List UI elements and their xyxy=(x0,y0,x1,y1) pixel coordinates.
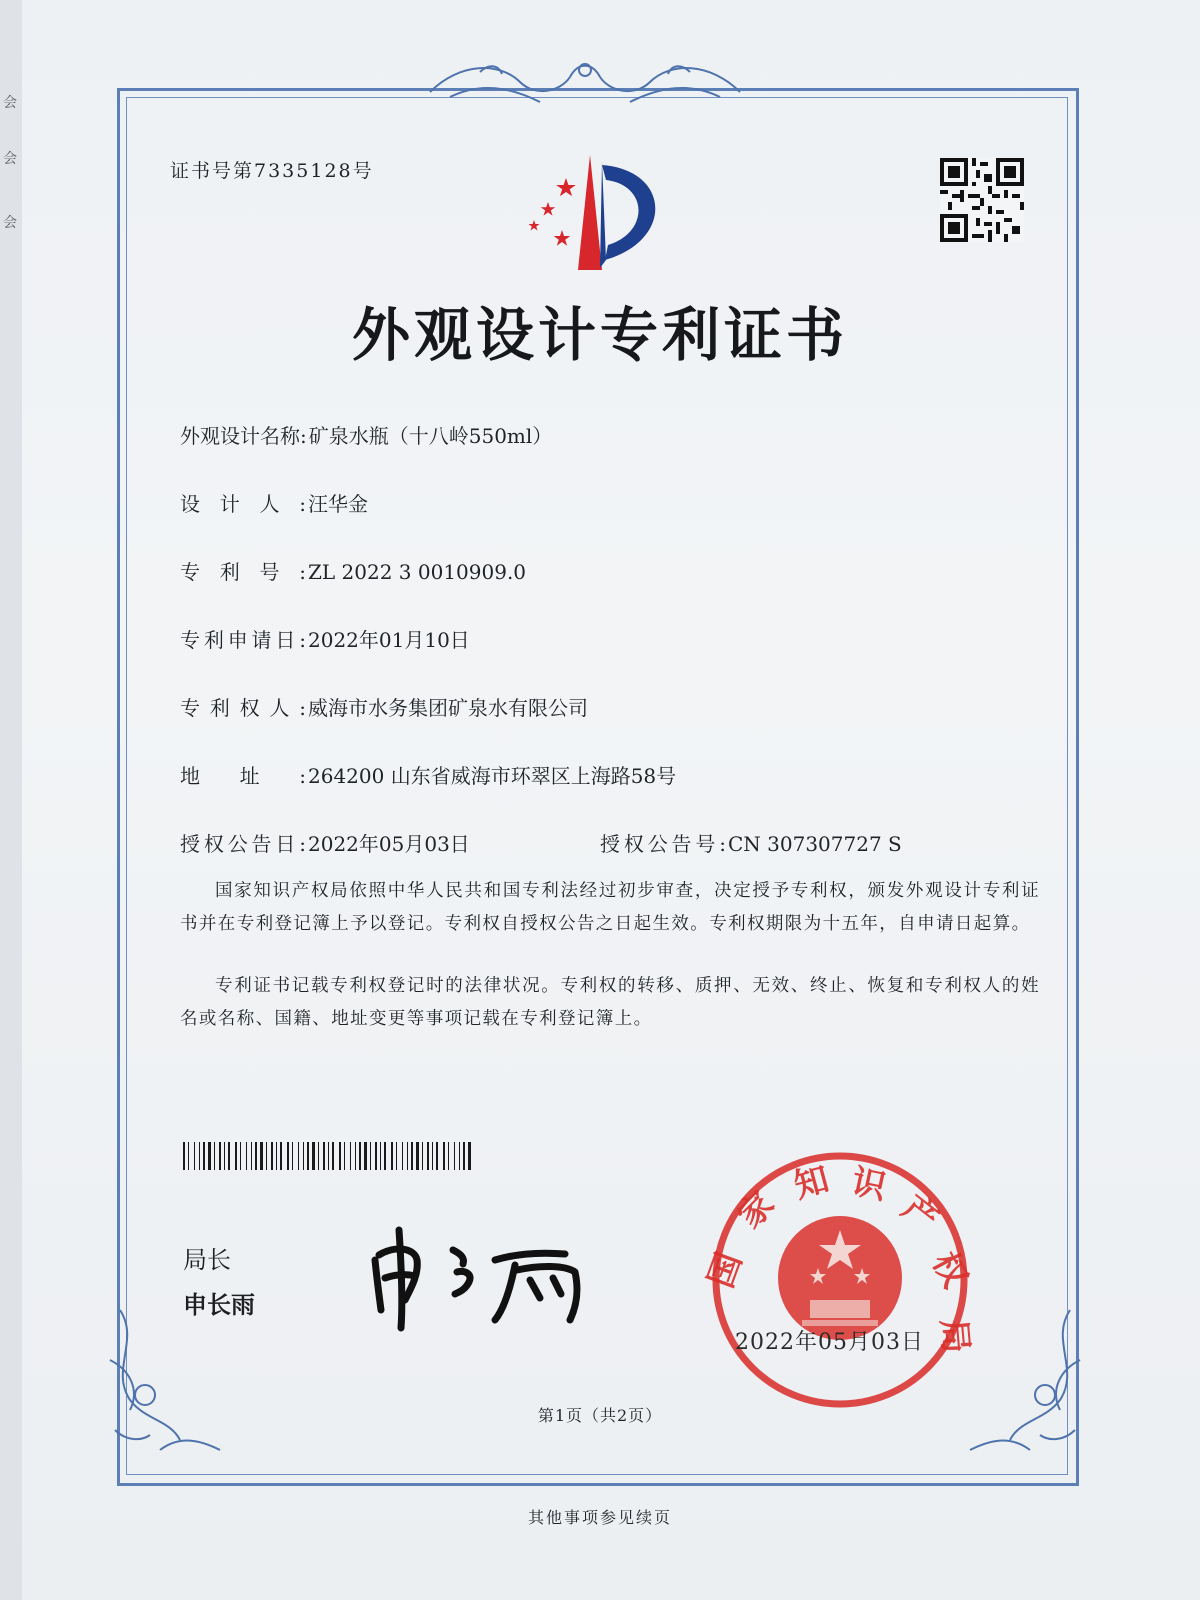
notice-paragraph-1: 国家知识产权局依照中华人民共和国专利法经过初步审查，决定授予专利权，颁发外观设计专利证书并在专利登记簿上予以登记。专利权自授权公告之日起生效。专利权期限为十五年，自申请日起算。 xyxy=(180,881,1040,934)
seal-date: 2022年05月03日 xyxy=(735,1330,924,1355)
field-grant-date xyxy=(180,828,470,857)
field-patent-number xyxy=(180,556,526,585)
qr-code-icon xyxy=(940,158,1024,242)
field-address xyxy=(180,760,676,789)
field-value: 2022年01月10日 xyxy=(308,628,470,652)
svg-text:国: 国 xyxy=(700,1247,751,1294)
field-value: ZL 2022 3 0010909.0 xyxy=(308,560,527,584)
field-grant-number xyxy=(600,828,902,857)
page-indicator: 第1页（共2页） xyxy=(537,1406,663,1425)
field-design-name xyxy=(180,420,552,449)
field-label: 设计人: xyxy=(180,492,306,516)
field-value: 矿泉水瓶（十八岭550ml） xyxy=(308,424,553,448)
margin-mark: 会 xyxy=(3,95,17,111)
svg-text:识: 识 xyxy=(848,1161,890,1208)
field-value: 威海市水务集团矿泉水有限公司 xyxy=(308,696,588,720)
svg-text:产: 产 xyxy=(894,1187,946,1241)
field-label: 地址: xyxy=(180,764,306,788)
field-label: 专利申请日: xyxy=(180,628,306,652)
field-label: 外观设计名称: xyxy=(180,424,307,448)
corner-ornament-bottom-left-icon xyxy=(100,1300,230,1460)
barcode-icon xyxy=(183,1142,473,1170)
field-label: 授权公告号: xyxy=(600,832,726,856)
svg-text:家: 家 xyxy=(730,1184,783,1237)
field-value: 2022年05月03日 xyxy=(308,832,470,856)
field-label: 专利号: xyxy=(180,560,306,584)
field-value: 汪华金 xyxy=(308,492,368,516)
official-seal-icon xyxy=(700,1150,976,1410)
field-label: 授权公告日: xyxy=(180,832,306,856)
top-ornament-icon xyxy=(420,52,750,112)
field-patentee xyxy=(180,692,588,721)
margin-mark: 会 xyxy=(3,151,17,167)
field-label: 专利权人: xyxy=(180,696,306,720)
field-value: CN 307307727 S xyxy=(728,832,902,856)
svg-text:局: 局 xyxy=(933,1317,976,1355)
field-application-date xyxy=(180,624,470,653)
page-title: 外观设计专利证书 xyxy=(351,301,848,369)
svg-text:权: 权 xyxy=(924,1245,976,1295)
signatory-name: 申长雨 xyxy=(183,1291,255,1319)
signatory-role: 局长 xyxy=(183,1246,231,1274)
certificate-number: 证书号第7335128号 xyxy=(170,160,374,182)
field-designer xyxy=(180,488,368,517)
margin-mark: 会 xyxy=(3,215,17,231)
handwritten-signature-icon xyxy=(365,1220,615,1330)
left-margin-strip xyxy=(0,0,23,1600)
field-value: 264200 山东省威海市环翠区上海路58号 xyxy=(308,764,677,788)
cnipa-logo-icon xyxy=(510,150,680,280)
corner-ornament-bottom-right-icon xyxy=(960,1300,1090,1460)
notice-paragraph-2: 专利证书记载专利权登记时的法律状况。专利权的转移、质押、无效、终止、恢复和专利权人的姓名或名称、国籍、地址变更等事项记载在专利登记簿上。 xyxy=(180,976,1040,1029)
svg-text:知: 知 xyxy=(789,1159,834,1207)
continued-note: 其他事项参见续页 xyxy=(527,1508,672,1527)
